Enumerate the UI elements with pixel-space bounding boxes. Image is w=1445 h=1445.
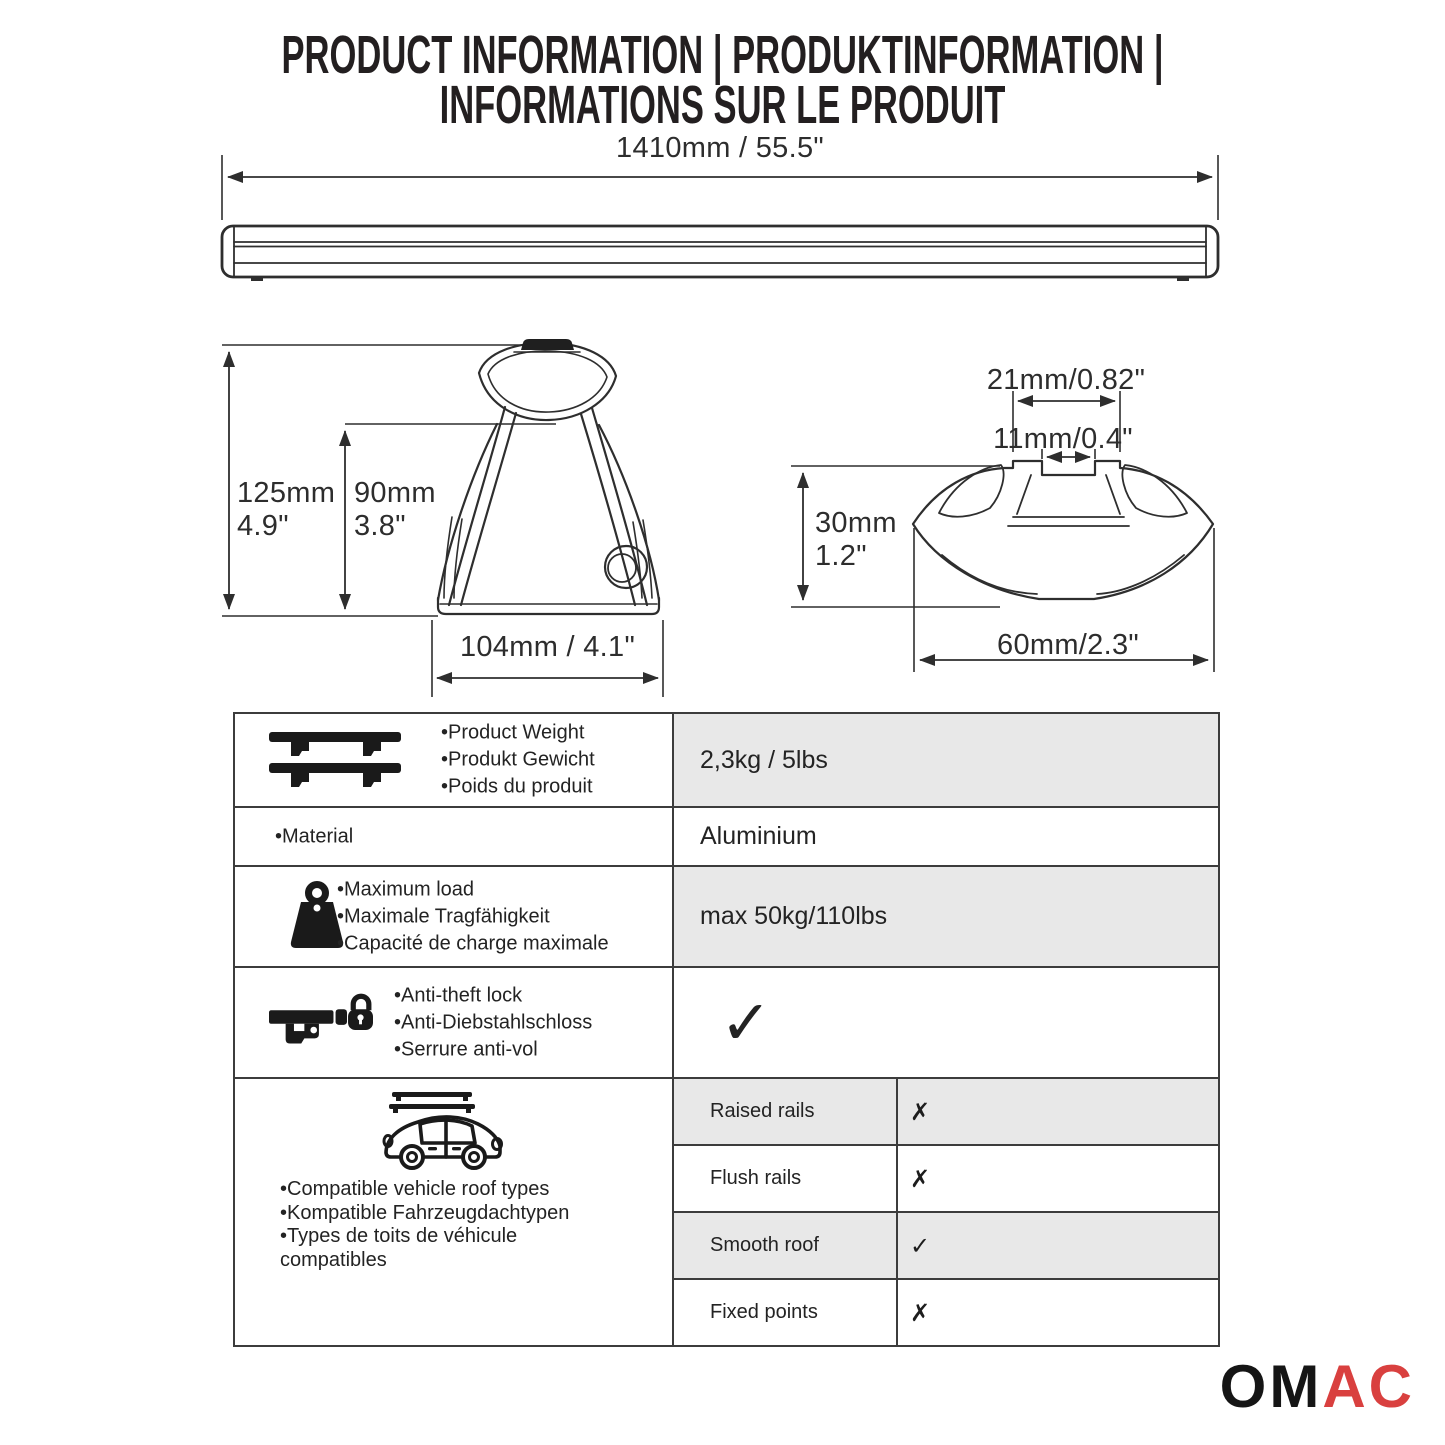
roof-type-row (674, 1144, 1218, 1211)
row-label-line: •Serrure anti-vol (394, 1038, 538, 1060)
row-label-line: •Anti-theft lock (394, 984, 523, 1006)
car-icon (378, 1091, 506, 1173)
label-cell (235, 867, 674, 966)
roof-type-label: Fixed points (674, 1280, 898, 1345)
row-label-line: •Compatible vehicle roof types (280, 1178, 550, 1200)
dim-profile-height-in: 1.2" (815, 540, 867, 572)
lock-icon (269, 988, 373, 1045)
dim-foot-height-mm: 125mm (237, 477, 336, 509)
row-label-line: •Kompatible Fahrzeugdachtypen (280, 1201, 570, 1224)
dim-bar-length: 1410mm / 55.5" (616, 132, 824, 164)
roof-type-mark: ✗ (910, 1097, 931, 1126)
row-value-checkmark: ✓ (720, 986, 772, 1059)
table-row-material (235, 806, 1218, 865)
roof-type-mark: ✗ (910, 1298, 931, 1327)
row-label-line: •Material (275, 825, 354, 847)
table-row-product-weight (235, 714, 1218, 806)
row-labels (441, 720, 595, 801)
table-row-anti-theft (235, 966, 1218, 1077)
row-label-line: •Poids du produit (441, 775, 593, 798)
table-row-max-load (235, 865, 1218, 966)
roof-type-label: Smooth roof (674, 1213, 898, 1278)
row-label-line: •Maximale Tragfähigkeit (337, 905, 550, 927)
dim-foot-inner-height (354, 477, 436, 543)
dim-profile-height (815, 507, 897, 573)
roof-type-mark: ✓ (910, 1231, 931, 1260)
dim-profile-slot-width: 11mm/0.4" (993, 423, 1133, 455)
roof-type-row (674, 1211, 1218, 1278)
dim-profile-width: 60mm/2.3" (997, 629, 1139, 661)
dim-foot-width: 104mm / 4.1" (459, 631, 636, 663)
brand-logo-black: OM (1219, 1353, 1323, 1420)
roof-type-label: Flush rails (674, 1146, 898, 1211)
dim-foot-inner-height-in: 3.8" (354, 510, 406, 542)
row-label-line: •Product Weight (441, 721, 585, 744)
row-label-line: •Capacité de charge maximale (337, 932, 609, 954)
row-labels (394, 982, 592, 1063)
label-cell (235, 968, 674, 1077)
label-cell (235, 808, 674, 865)
brand-logo (1180, 1353, 1415, 1420)
dim-foot-inner-height-mm: 90mm (354, 477, 436, 509)
roof-type-mark: ✗ (910, 1164, 931, 1193)
page-title-line2: INFORMATIONS SUR LE PRODUIT (439, 75, 1006, 135)
row-label-line: •Anti-Diebstahlschloss (394, 1011, 593, 1033)
page-title-line1: PRODUCT INFORMATION | PRODUKTINFORMATION | (281, 25, 1164, 85)
dim-profile-top-width: 21mm/0.82" (986, 364, 1146, 396)
row-labels (280, 1178, 569, 1272)
spec-table (233, 712, 1220, 1347)
dim-profile-height-mm: 30mm (815, 507, 897, 539)
label-cell (235, 714, 674, 806)
row-labels (275, 823, 353, 850)
table-row-roof-types (235, 1077, 1218, 1345)
row-label-line: •Types de toits de véhicule (280, 1225, 518, 1247)
roof-type-label: Raised rails (674, 1079, 898, 1144)
roof-type-row (674, 1278, 1218, 1345)
label-cell (235, 1079, 674, 1345)
brand-logo-red: AC (1322, 1353, 1415, 1420)
dim-foot-height (237, 477, 335, 543)
row-label-line: compatibles (280, 1248, 387, 1271)
row-value: max 50kg/110lbs (674, 867, 1218, 966)
row-value: 2,3kg / 5lbs (674, 714, 1218, 806)
row-label-line: •Produkt Gewicht (441, 748, 595, 771)
row-labels (337, 876, 609, 957)
dim-foot-height-in: 4.9" (237, 510, 289, 542)
row-label-line: •Maximum load (337, 878, 475, 900)
roof-type-row (674, 1079, 1218, 1144)
row-value: Aluminium (700, 822, 817, 850)
roof-types-subtable (674, 1079, 1218, 1345)
crossbar-side-view-drawing (222, 155, 1218, 281)
crossbars-icon (267, 729, 403, 791)
